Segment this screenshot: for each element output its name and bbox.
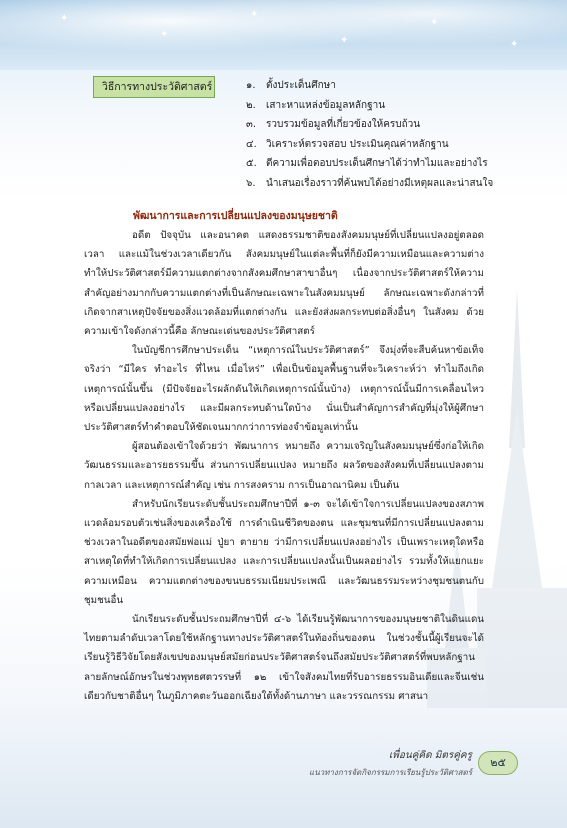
sparkle-icon: ✦ <box>250 9 259 20</box>
sparkle-icon: ✦ <box>510 39 519 50</box>
sparkle-icon: ✦ <box>340 35 349 46</box>
paragraph: นักเรียนระดับชั้นประถมศึกษาปีที่ ๔-๖ ได้เรียนรู้พัฒนาการของมนุษยชาติในดินแดนไทยตามลำดับเวลาโดยใช้หลักฐานทางประวัติศาสตร์ในท้องถิ่นของตน ในช่วงชั้นนี้ผู้เรียนจะได้เรียนรู้วิธีวิจัยโดยสังเขปของมนุษย์สมัยก่อนประวัติศาสตร์จนถึงสมัยประวัติศาสตร์ที่พบหลักฐานลายลักษณ์อักษรในช่วงพุทธศตวรรษที่ ๑๒ เข้าใจสังคมไทยที่รับอารยธรรมอินเดียและจีนเช่นเดียวกับชาติอื่นๆ ในภูมิภาคตะวันออกเฉียงใต้ทั้งด้านภาษา และวรรณกรรม ศาสนา <box>84 614 484 702</box>
step-text: ตั้งประเด็นศึกษา <box>266 80 336 91</box>
step-text: วิเคราะห์ตรวจสอบ ประเมินคุณค่าหลักฐาน <box>266 138 449 150</box>
step-text: รวบรวมข้อมูลที่เกี่ยวข้องให้ครบถ้วน <box>266 119 421 130</box>
paragraph: สำหรับนักเรียนระดับชั้นประถมศึกษาปีที่ ๑-๓ จะได้เข้าใจการเปลี่ยนแปลงของสภาพแวดล้อมรอบตัวเช่นสิ่งของเครื่องใช้ การดำเนินชีวิตของตน และชุมชนที่มีการเปลี่ยนแปลงตามช่วงเวลาในอดีตของสมัยพ่อแม่ ปู่ยา ตายาย ว่ามีการเปลี่ยนแปลงอย่างไร เป็นเพราะเหตุใดหรือสาเหตุใดที่ทำให้เกิดการเปลี่ยนแปลง และการเปลี่ยนแปลงนั้นเป็นผลอย่างไร รวมทั้งให้แยกแยะความเหมือน ความแตกต่างของขนบธรรมเนียมประเพณี และวัฒนธรรมระหว่างชุมชนตนกับชุมชนอื่น <box>84 498 484 606</box>
list-item <box>246 154 546 174</box>
list-item <box>246 115 546 135</box>
footer-subtitle: แนวทางการจัดกิจกรรมการเรียนรู้ประวัติศาสตร์ <box>309 768 472 777</box>
list-item <box>246 76 546 96</box>
step-number: ๑. <box>246 80 256 91</box>
sparkle-icon: ✦ <box>60 13 69 24</box>
footer-title: เพื่อนคู่คิด มิตรคู่ครู <box>388 750 472 761</box>
body-text <box>84 226 484 706</box>
step-number: ๔. <box>246 138 257 150</box>
step-number: ๓. <box>246 119 257 130</box>
paragraph: ในบัญชีการศึกษาประเด็น “เหตุการณ์ในประวัติศาสตร์” จึงมุ่งที่จะสืบค้นหาข้อเท็จจริงว่า “มีใคร ทำอะไร ที่ไหน เมื่อไหร่” เพื่อเป็นข้อมูลพื้นฐานที่จะวิเคราะห์ว่า ทำไมถึงเกิดเหตุการณ์นั้นขึ้น (มีปัจจัยอะไรผลักดันให้เกิดเหตุการณ์นั้นบ้าง) เหตุการณ์นั้นมีการเคลื่อนไหวหรือเปลี่ยนแปลงอย่างไร และมีผลกระทบด้านใดบ้าง นั่นเป็นสำคัญการสำคัญที่มุ่งให้ผู้ศึกษาประวัติศาสตร์ทำคำตอบให้ชัดเจนมากกว่าการท่องจำข้อมูลเท่านั้น <box>84 345 484 434</box>
sparkle-icon: ✦ <box>430 17 439 28</box>
method-header-label: วิธีการทางประวัติศาสตร์ <box>93 76 215 98</box>
paragraph: ผู้สอนต้องเข้าใจด้วยว่า พัฒนาการ หมายถึง ความเจริญในสังคมมนุษย์ซึ่งก่อให้เกิดวัฒนธรรมและอารยธรรมขึ้น ส่วนการเปลี่ยนแปลง หมายถึง ผลวัตของสังคมที่เปลี่ยนแปลงตามกาลเวลา และเหตุการณ์สำคัญ เช่น การสงคราม การเป็นอาณานิคม เป็นต้น <box>84 441 484 491</box>
page-number: ๒๕ <box>478 751 518 775</box>
step-number: ๖. <box>246 177 256 189</box>
list-item <box>246 96 546 116</box>
step-text: นำเสนอเรื่องราวที่ค้นพบได้อย่างมีเหตุผลและน่าสนใจ <box>266 177 494 189</box>
section-heading: พัฒนาการและการเปลี่ยนแปลงของมนุษยชาติ <box>133 210 338 222</box>
step-text: เสาะหาแหล่งข้อมูลหลักฐาน <box>266 99 386 111</box>
method-steps-list <box>246 76 546 193</box>
list-item <box>246 174 546 194</box>
paragraph: อดีต ปัจจุบัน และอนาคต แสดงธรรมชาติของสังคมมนุษย์ที่เปลี่ยนแปลงอยู่ตลอดเวลา และแม้ในช่วงเวลาเดียวกัน สังคมมนุษย์ในแต่ละพื้นที่ก็ยังมีความเหมือนและความต่าง ทำให้ประวัติศาสตร์มีความแตกต่างจากสังคมศึกษาสาขาอื่นๆ เนื่องจากประวัติศาสตร์ให้ความสำคัญอย่างมากกับความแตกต่างที่เป็นลักษณะเฉพาะในสังคมมนุษย์ ลักษณะเฉพาะดังกล่าวที่เกิดจากสาเหตุปัจจัยของสิ่งแวดล้อมที่แตกต่างกัน และยังส่งผลกระทบต่อสิ่งอื่นๆ ในสังคม ด้วยความเข้าใจดังกล่าวนี้คือ ลักษณะเด่นของประวัติศาสตร์ <box>84 230 484 338</box>
sky-banner <box>0 0 567 70</box>
step-number: ๕. <box>246 158 257 169</box>
list-item <box>246 135 546 155</box>
sparkle-icon: ✦ <box>160 29 169 40</box>
step-text: ตีความเพื่อตอบประเด็นศึกษาได้ว่าทำไมและอย่างไร <box>266 158 488 169</box>
step-number: ๒. <box>246 99 256 111</box>
